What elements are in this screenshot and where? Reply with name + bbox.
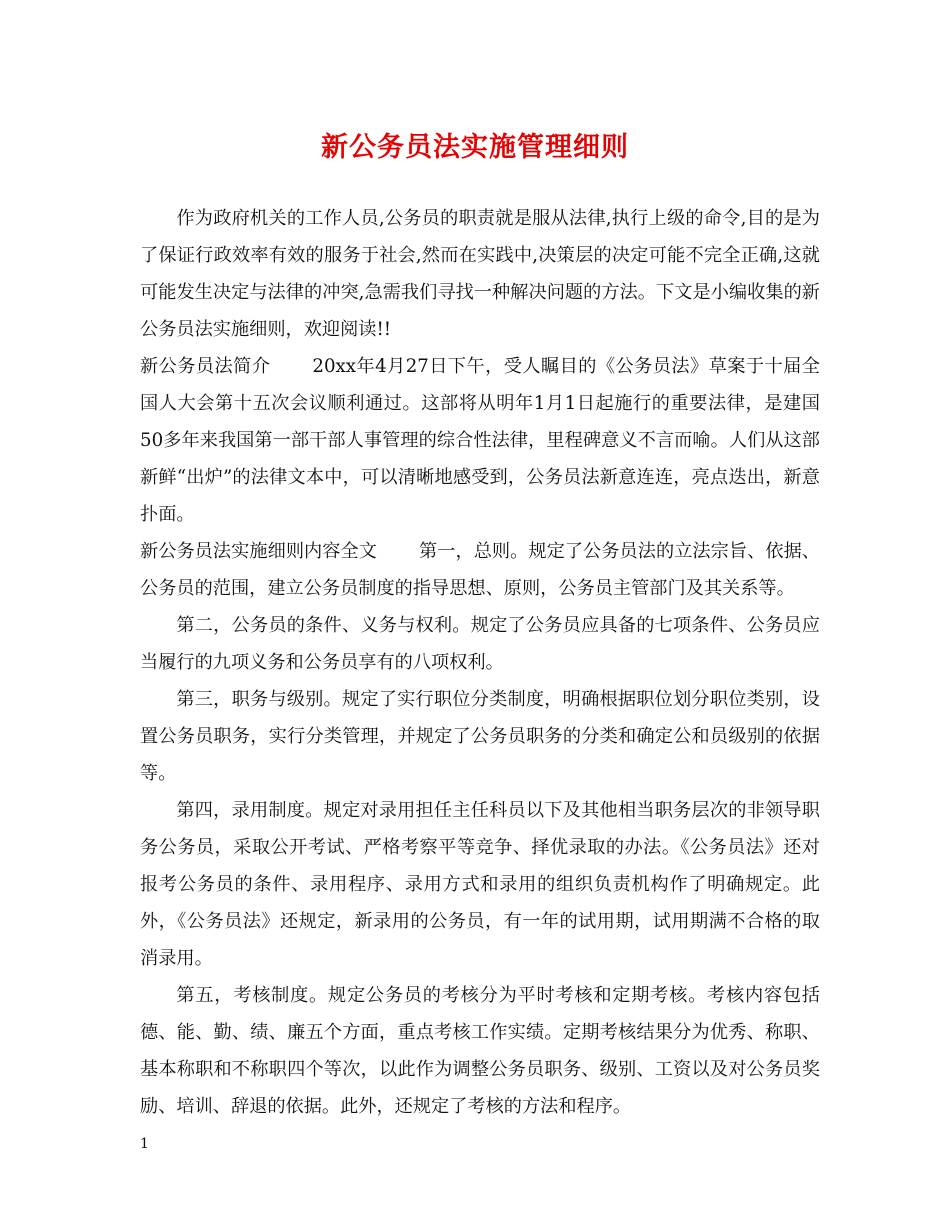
section-text-introduction: 20xx年4月27日下午，受人瞩目的《公务员法》草案于十届全国人大会第十五次会议顺利通过。这部将从明年1月1日起施行的重要法律，是建国50多年来我国第一部干部人事管理的综合性法律，里程碑意义不言而喻。人们从这部新鲜“出炉”的法律文本中，可以清晰地感受到，公务员法新意连连，亮点迭出，新意扑面。 — [140, 356, 820, 525]
paragraph-introduction-section — [140, 348, 820, 533]
document-body — [140, 200, 820, 1125]
document-title: 新公务员法实施管理细则 — [321, 132, 629, 163]
paragraph-recruitment-system: 第四，录用制度。规定对录用担任主任科员以下及其他相当职务层次的非领导职务公务员，采取公开考试、严格考察平等竞争、择优录取的办法。《公务员法》还对报考公务员的条件、录用程序、录用方式和录用的组织负责机构作了明确规定。此外，《公务员法》还规定，新录用的公务员，有一年的试用期，试用期满不合格的取消录用。 — [140, 800, 820, 969]
paragraph-conditions-obligations-rights: 第二，公务员的条件、义务与权利。规定了公务员应具备的七项条件、公务员应当履行的九项义务和公务员享有的八项权利。 — [140, 615, 820, 673]
section-text-general-provisions: 第一，总则。规定了公务员法的立法宗旨、依据、公务员的范围，建立公务员制度的指导思想、原则，公务员主管部门及其关系等。 — [140, 541, 820, 599]
section-heading-full-text: 新公务员法实施细则内容全文 — [140, 541, 377, 562]
paragraph-assessment-system: 第五，考核制度。规定公务员的考核分为平时考核和定期考核。考核内容包括德、能、勤、绩、廉五个方面，重点考核工作实绩。定期考核结果分为优秀、称职、基本称职和不称职四个等次，以此作为调整公务员职务、级别、工资以及对公务员奖励、培训、辞退的依据。此外，还规定了考核的方法和程序。 — [140, 985, 820, 1117]
section-heading-introduction: 新公务员法简介 — [140, 356, 271, 377]
paragraph-position-and-rank: 第三，职务与级别。规定了实行职位分类制度，明确根据职位划分职位类别，设置公务员职务，实行分类管理，并规定了公务员职务的分类和确定公和员级别的依据等。 — [140, 689, 820, 784]
paragraph-full-text-section — [140, 533, 820, 607]
paragraph-intro: 作为政府机关的工作人员,公务员的职责就是服从法律,执行上级的命令,目的是为了保证行政效率有效的服务于社会,然而在实践中,决策层的决定可能不完全正确,这就可能发生决定与法律的冲突,急需我们寻找一种解决问题的方法。下文是小编收集的新公务员法实施细则，欢迎阅读!! — [140, 208, 820, 340]
page-number: 1 — [140, 1136, 149, 1152]
